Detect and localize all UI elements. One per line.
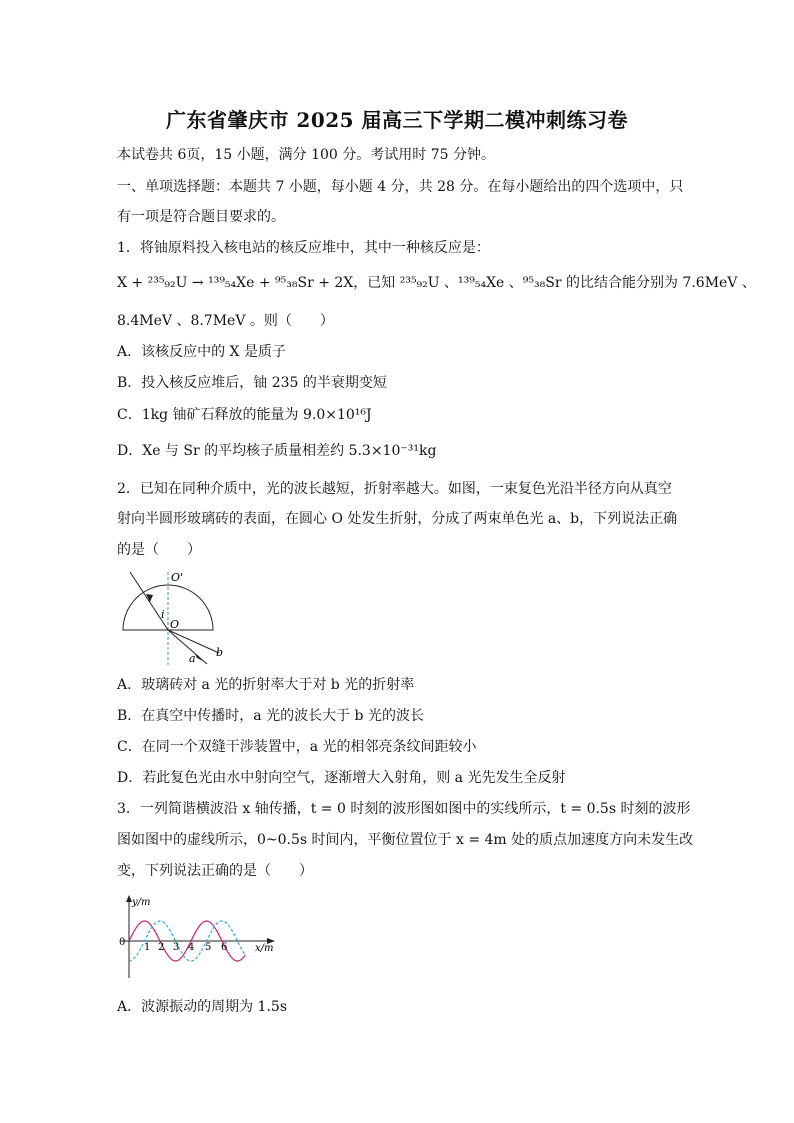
tick-label-5: 5 (205, 942, 212, 953)
q2-option-d: D．若此复色光由水中射向空气，逐渐增大入射角，则 a 光先发生全反射 (117, 770, 566, 786)
q1-stem-line3: 8.4MeV 、8.7MeV 。则（ ） (117, 313, 334, 329)
q3-wave-figure (115, 892, 285, 982)
label-b: b (216, 646, 224, 659)
tick-label-4: 4 (188, 942, 195, 953)
y-axis-label: y/m (132, 897, 151, 908)
q1-option-d: D．Xe 与 Sr 的平均核子质量相差约 5.3×10⁻³¹kg (117, 443, 437, 459)
q2-stem-line1: 2．已知在同种介质中，光的波长越短，折射率越大。如图，一束复色光沿半径方向从真空 (117, 481, 672, 497)
label-o: O (170, 618, 180, 631)
page-title: 广东省肇庆市 2025 届高三下学期二模冲刺练习卷 (165, 108, 629, 132)
tick-label-3: 3 (173, 942, 180, 953)
origin-label: 0 (119, 937, 126, 948)
q2-semicircle-glass-figure (115, 566, 225, 670)
q2-stem-line3: 的是（ ） (117, 542, 201, 558)
q2-option-c: C．在同一个双缝干涉装置中，a 光的相邻亮条纹间距较小 (117, 739, 477, 755)
label-a: a (189, 652, 196, 665)
q1-option-b: B．投入核反应堆后，铀 235 的半衰期变短 (117, 375, 387, 391)
tick-label-2: 2 (158, 942, 165, 953)
x-axis-label: x/m (255, 943, 274, 954)
q2-option-b: B．在真空中传播时，a 光的波长大于 b 光的波长 (117, 708, 424, 724)
label-i: i (161, 608, 165, 621)
q1-equation: X + ²³⁵₉₂U → ¹³⁹₅₄Xe + ⁹⁵₃₈Sr + 2X，已知 ²³⁵₉₂U 、¹³⁹₅₄Xe 、⁹⁵₃₈Sr 的比结合能分别为 7.6MeV 、 (117, 275, 756, 291)
exam-intro: 本试卷共 6页，15 小题，满分 100 分。考试用时 75 分钟。 (117, 147, 495, 163)
q3-stem-line3: 变，下列说法正确的是（ ） (117, 863, 313, 879)
q1-stem: 1．将铀原料投入核电站的核反应堆中，其中一种核反应是： (117, 240, 490, 256)
tick-label-6: 6 (221, 942, 228, 953)
q1-option-c: C．1kg 铀矿石释放的能量为 9.0×10¹⁶J (117, 407, 372, 423)
q3-stem-line1: 3．一列简谐横波沿 x 轴传播，t = 0 时刻的波形图如图中的实线所示，t = 0.5s 时刻的波形 (117, 801, 691, 817)
refracted-ray-a (168, 630, 207, 664)
refracted-ray-b (168, 630, 219, 653)
q3-option-a: A．波源振动的周期为 1.5s (117, 999, 288, 1015)
tick-label-1: 1 (144, 942, 151, 953)
q2-option-a: A．玻璃砖对 a 光的折射率大于对 b 光的折射率 (117, 677, 415, 693)
label-o-prime: O' (171, 571, 184, 584)
incident-ray (130, 572, 168, 630)
section1-header-line2: 有一项是符合题目要求的。 (117, 209, 285, 225)
q3-stem-line2: 图如图中的虚线所示，0~0.5s 时间内，平衡位置位于 x = 4m 处的质点加速度方向未发生改 (117, 832, 694, 848)
q2-stem-line2: 射向半圆形玻璃砖的表面，在圆心 O 处发生折射，分成了两束单色光 a、b，下列说法正确 (117, 511, 678, 527)
q1-option-a: A．该核反应中的 X 是质子 (117, 344, 286, 360)
section1-header-line1: 一、单项选择题：本题共 7 小题，每小题 4 分，共 28 分。在每小题给出的四个选项中，只 (117, 179, 684, 195)
